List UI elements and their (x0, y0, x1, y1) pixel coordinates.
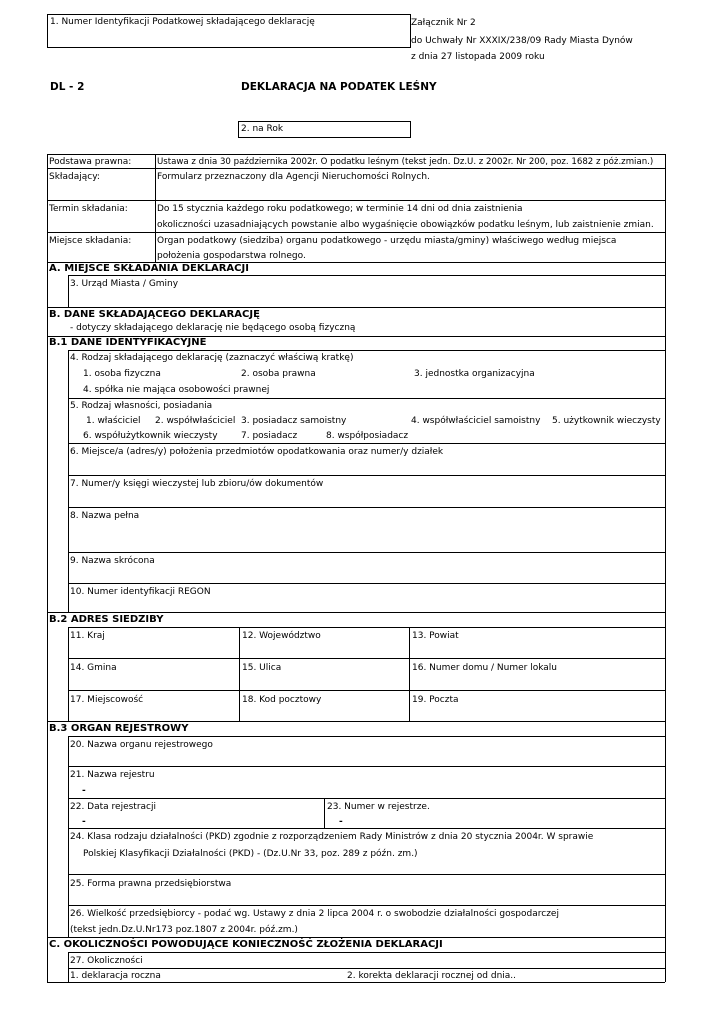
field11-label[interactable]: 11. Kraj (70, 631, 105, 641)
section-b2-title: B.2 ADRES SIEDZIBY (49, 614, 164, 625)
field7-label[interactable]: 7. Numer/y księgi wieczystej lub zbioru/ów dokumentów (70, 479, 324, 489)
basis-label: Podstawa prawna: (49, 157, 132, 167)
info-left-line (47, 154, 48, 262)
field4-opt4[interactable]: 4. spółka nie mająca osobowości prawnej (83, 385, 270, 395)
section-b1-title: B.1 DANE IDENTYFIKACYJNE (49, 337, 207, 348)
section-c-title: C. OKOLICZNOŚCI POWODUJĄCE KONIECZNOŚĆ ZŁOŻENIA DEKLARACJI (49, 939, 443, 950)
b2-line-1 (68, 658, 665, 659)
nip-label: 1. Numer Identyfikacji Podatkowej składającego deklarację (50, 17, 315, 27)
b1-line-9 (68, 583, 665, 584)
c-top-line (68, 952, 665, 953)
b3-line-2 (68, 798, 665, 799)
field27-opt2[interactable]: 2. korekta deklaracji rocznej od dnia.. (347, 971, 517, 981)
field9-label[interactable]: 9. Nazwa skrócona (70, 556, 155, 566)
field27-label: 27. Okoliczności (70, 956, 143, 966)
b3-line-5 (68, 905, 665, 906)
section-b-title: B. DANE SKŁADAJĄCEGO DEKLARACJĘ (49, 309, 260, 320)
form-code: DL - 2 (50, 81, 85, 93)
b1-line-7 (68, 507, 665, 508)
a-line-1 (68, 275, 665, 276)
field26-line-1[interactable]: 26. Wielkość przedsiębiorcy - podać wg. Ustawy z dnia 2 lipca 2004 r. o swobodzie działalności gospodarczej (70, 909, 559, 919)
office-label[interactable]: 3. Urząd Miasta / Gminy (70, 279, 179, 289)
a-bottom-line (47, 307, 665, 308)
place-line-2: położenia gospodarstwa rolnego. (157, 251, 306, 261)
field26-line-2: (tekst jedn.Dz.U.Nr173 poz.1807 z 2004r. póź.zm.) (70, 925, 298, 935)
field14-label[interactable]: 14. Gmina (70, 663, 117, 673)
b2-col-line-1 (239, 627, 240, 721)
field20-label[interactable]: 20. Nazwa organu rejestrowego (70, 740, 213, 750)
field17-label[interactable]: 17. Miejscowość (70, 695, 144, 705)
info-line-2 (47, 200, 665, 201)
field6-label[interactable]: 6. Miejsce/a (adres/y) położenia przedmiotów opodatkowania oraz numer/y działek (70, 447, 444, 457)
field4-opt3[interactable]: 3. jednostka organizacyjna (414, 369, 535, 379)
indent-line-b1 (68, 350, 69, 612)
field18-label[interactable]: 18. Kod pocztowy (242, 695, 322, 705)
section-a-title: A. MIEJSCE SKŁADANIA DEKLARACJI (49, 263, 249, 274)
b1-line-4 (68, 398, 665, 399)
b3-col-line (324, 798, 325, 828)
field4-opt2[interactable]: 2. osoba prawna (241, 369, 316, 379)
info-line-3 (47, 232, 665, 233)
annex-line-3: z dnia 27 listopada 2009 roku (411, 52, 545, 62)
form-title: DEKLARACJA NA PODATEK LEŚNY (241, 81, 437, 93)
info-top-line (47, 154, 665, 155)
b3-bottom-line (47, 937, 665, 938)
field10-label[interactable]: 10. Numer identyfikacji REGON (70, 587, 211, 597)
field4-label: 4. Rodzaj składającego deklarację (zaznaczyć właściwą kratkę) (70, 353, 354, 363)
field19-label[interactable]: 19. Poczta (412, 695, 459, 705)
year-label: 2. na Rok (241, 124, 284, 134)
deadline-line-1: Do 15 stycznia każdego roku podatkowego; w terminie 14 dni od dnia zaistnienia (157, 204, 523, 214)
field5-opt2[interactable]: 2. współwłaściciel (155, 416, 236, 426)
field5-opt8[interactable]: 8. współposiadacz (326, 431, 409, 441)
form-left-border (47, 262, 48, 982)
field22-label[interactable]: 22. Data rejestracji (70, 802, 156, 812)
field24-line-2: Polskiej Klasyfikacji Działalności (PKD) - (Dz.U.Nr 33, poz. 289 z późn. zm.) (83, 849, 418, 859)
field25-label[interactable]: 25. Forma prawna przedsiębiorstwa (70, 879, 232, 889)
field13-label[interactable]: 13. Powiat (412, 631, 459, 641)
b1-bottom-line (47, 612, 665, 613)
field24-line-1[interactable]: 24. Klasa rodzaju działalności (PKD) zgodnie z rozporządzeniem Rady Ministrów z dnia 20 stycznia 2004r. W sprawie (70, 832, 594, 842)
section-b3-title: B.3 ORGAN REJESTROWY (49, 723, 189, 734)
field12-label[interactable]: 12. Województwo (242, 631, 321, 641)
deadline-line-2: okoliczności uzasadniających powstanie albo wygaśnięcie obowiązków podatku leśnym, lub zaistnienie zmian. (157, 220, 654, 230)
b2-col-line-2 (409, 627, 410, 721)
info-right-line (665, 154, 666, 262)
place-line-1: Organ podatkowy (siedziba) organu podatkowego - urzędu miasta/gminy) właściwego według miejsca (157, 236, 617, 246)
b2-line-2 (68, 690, 665, 691)
annex-line-2: do Uchwały Nr XXXIX/238/09 Rady Miasta Dynów (411, 36, 633, 46)
field27-opt1[interactable]: 1. deklaracja roczna (70, 971, 161, 981)
field5-opt7[interactable]: 7. posiadacz (241, 431, 298, 441)
field8-label[interactable]: 8. Nazwa pełna (70, 511, 140, 521)
indent-line-b2 (68, 627, 69, 721)
b2-top-line (68, 627, 665, 628)
indent-line-c (68, 952, 69, 982)
place-label: Miejsce składania: (49, 236, 132, 246)
b3-line-1 (68, 766, 665, 767)
filer-label: Składający: (49, 172, 100, 182)
deadline-label: Termin składania: (49, 204, 128, 214)
form-right-border (665, 262, 666, 982)
field5-opt3[interactable]: 3. posiadacz samoistny (241, 416, 347, 426)
field21-value: - (82, 786, 86, 796)
section-b-note: - dotyczy składającego deklarację nie będącego osobą fizyczną (70, 323, 356, 333)
b1-line-6 (68, 475, 665, 476)
b3-line-4 (68, 874, 665, 875)
c-line-1 (68, 968, 665, 969)
field5-opt6[interactable]: 6. współużytkownik wieczysty (83, 431, 218, 441)
field23-value: - (339, 817, 343, 827)
b1-line-5 (68, 443, 665, 444)
indent-line-a (68, 275, 69, 307)
c-bottom-line (47, 982, 665, 983)
filer-text: Formularz przeznaczony dla Agencji Nieruchomości Rolnych. (157, 172, 430, 182)
field21-label[interactable]: 21. Nazwa rejestru (70, 770, 155, 780)
b1-top-line (68, 350, 665, 351)
field5-opt5[interactable]: 5. użytkownik wieczysty (552, 416, 661, 426)
b1-line-8 (68, 552, 665, 553)
field23-label[interactable]: 23. Numer w rejestrze. (327, 802, 430, 812)
field5-opt1[interactable]: 1. właściciel (86, 416, 141, 426)
basis-text: Ustawa z dnia 30 października 2002r. O podatku leśnym (tekst jedn. Dz.U. z 2002r. Nr 200, poz. 1682 z póż.zmian.) (157, 157, 654, 167)
field5-opt4[interactable]: 4. współwłaściciel samoistny (411, 416, 541, 426)
b2-bottom-line (47, 721, 665, 722)
b3-top-line (68, 736, 665, 737)
field16-label[interactable]: 16. Numer domu / Numer lokalu (412, 663, 558, 673)
field5-label: 5. Rodzaj własności, posiadania (70, 401, 213, 411)
info-mid-line (155, 154, 156, 262)
annex-line-1: Załącznik Nr 2 (411, 18, 476, 28)
b3-line-3 (68, 828, 665, 829)
field4-opt1[interactable]: 1. osoba fizyczna (83, 369, 161, 379)
field22-value: - (82, 817, 86, 827)
field15-label[interactable]: 15. Ulica (242, 663, 282, 673)
info-line-1 (47, 168, 665, 169)
